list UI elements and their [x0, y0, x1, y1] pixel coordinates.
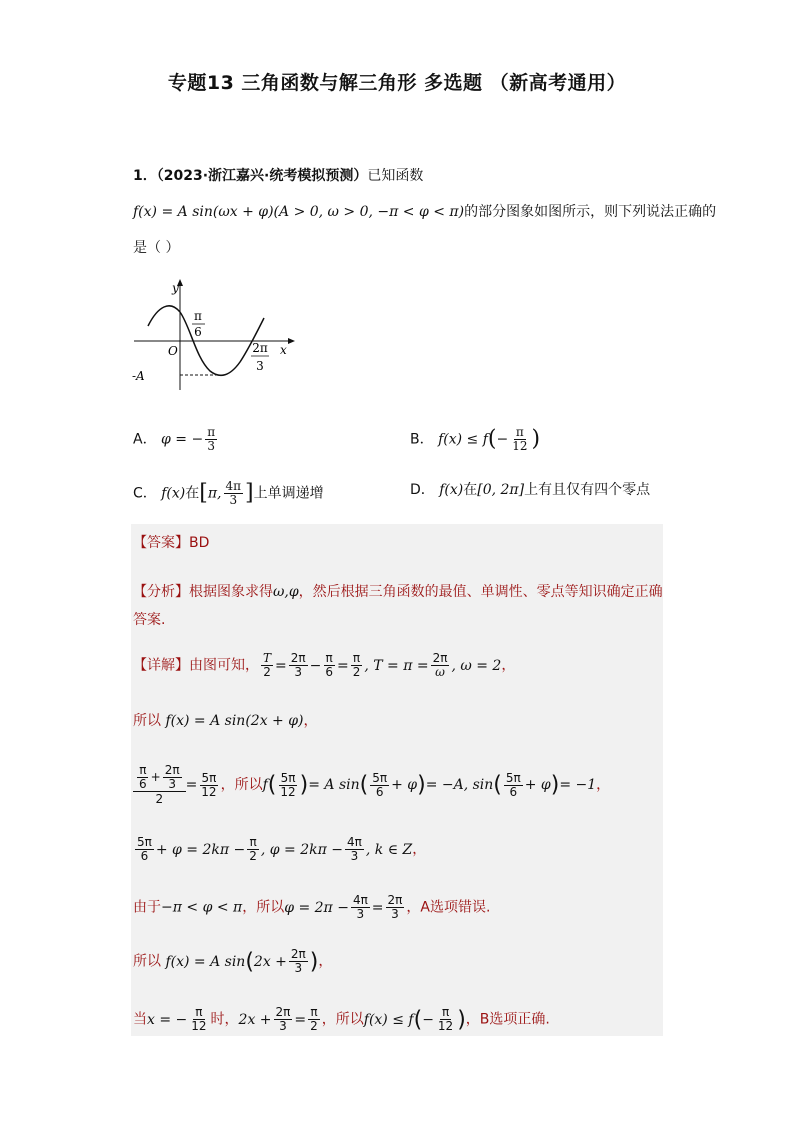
tick-right-num: 2π — [252, 341, 268, 355]
detail-line-2: 所以 f(x) = A sin(2x + φ)， — [133, 713, 318, 729]
detail-line-7: 当x = − $\frac{\pi}{12}$ 时，2x + $\frac{2\pi}{3}$ = $\frac{\pi}{2}$ ，所以f(x) ≤ f(− $\frac{\pi}{12}$ )，B选项正确. — [133, 1005, 550, 1033]
question-number: 1． — [133, 168, 157, 184]
origin-label: O — [168, 344, 178, 358]
option-d-label: D． — [410, 482, 435, 498]
y-axis-label: y — [172, 281, 179, 295]
detail-line-1: 【详解】由图可知， $\frac{T}{2}$ = $\frac{2\pi}{3}$ − $\frac{\pi}{6}$ = $\frac{\pi}{2}$ , T = π = $\frac{2\pi}{\omega}$ , ω = 2， — [133, 651, 516, 679]
answer-line — [133, 532, 209, 552]
option-c-label: C． — [133, 485, 157, 502]
option-b[interactable]: B． f(x) ≤ f(− $\frac{\pi}{12}$ ) — [410, 425, 541, 453]
option-c[interactable]: C． f(x)在[π, $\frac{4\pi}{3}$ ]上单调递增 — [133, 479, 324, 507]
answer-value: BD — [189, 535, 210, 551]
option-d[interactable]: D． f(x)在[0, 2π]上有且仅有四个零点 — [410, 482, 651, 498]
detail-line-4: $\frac{5\pi}{6}$ + φ = 2kπ − $\frac{\pi}{2}$ , φ = 2kπ − $\frac{4\pi}{3}$ , k ∈ Z， — [137, 835, 427, 863]
tick-right-den: 3 — [256, 359, 264, 373]
x-axis-arrow — [288, 338, 295, 344]
answer-tag: 【答案】 — [133, 535, 189, 551]
page-title: 专题13 三角函数与解三角形 多选题 （新高考通用） — [167, 72, 627, 94]
question-intro: 已知函数 — [367, 168, 424, 184]
option-b-label: B． — [410, 431, 434, 448]
analysis-tag: 【分析】 — [133, 584, 189, 600]
function-graph — [128, 278, 298, 396]
tick-top-den: 6 — [194, 325, 202, 339]
x-axis-label: x — [280, 343, 287, 357]
question-tail: 的部分图象如图所示，则下列说法正确的 — [464, 204, 717, 220]
question-source: （2023·浙江嘉兴·统考模拟预测） — [156, 168, 368, 184]
min-label: -A — [132, 369, 145, 383]
question-tail-2: 是（ ） — [133, 240, 180, 256]
option-a-label: A． — [133, 431, 157, 448]
detail-line-3: $\frac{\pi}{6}$ + $\frac{2\pi}{3}$ 2 = $\frac{5\pi}{12}$ ，所以f( $\frac{5\pi}{12}$ )= A sin( $\frac{5\pi}{6}$ + φ)= −A, sin( $\frac{5\pi}{6}$ + φ)= −1， — [133, 764, 610, 806]
detail-tag: 【详解】 — [133, 657, 189, 674]
detail-line-6: 所以 f(x) = A sin(2x + $\frac{2\pi}{3}$ )， — [133, 947, 333, 975]
question-formula-line — [133, 202, 716, 222]
analysis-block: 【分析】根据图象求得ω,φ，然后根据三角函数的最值、单调性、零点等知识确定正确 答案. — [133, 584, 663, 628]
question-formula: f(x) = A sin(ωx + φ)(A > 0, ω > 0, −π < φ < π) — [133, 204, 465, 220]
detail-line-5: 由于−π < φ < π，所以φ = 2π − $\frac{4\pi}{3}$ = $\frac{2\pi}{3}$ ，A选项错误. — [133, 893, 491, 921]
option-a[interactable]: A． φ = − $\frac{\pi}{3}$ — [133, 425, 216, 453]
tick-top-num: π — [194, 309, 202, 323]
question-header — [133, 166, 423, 186]
